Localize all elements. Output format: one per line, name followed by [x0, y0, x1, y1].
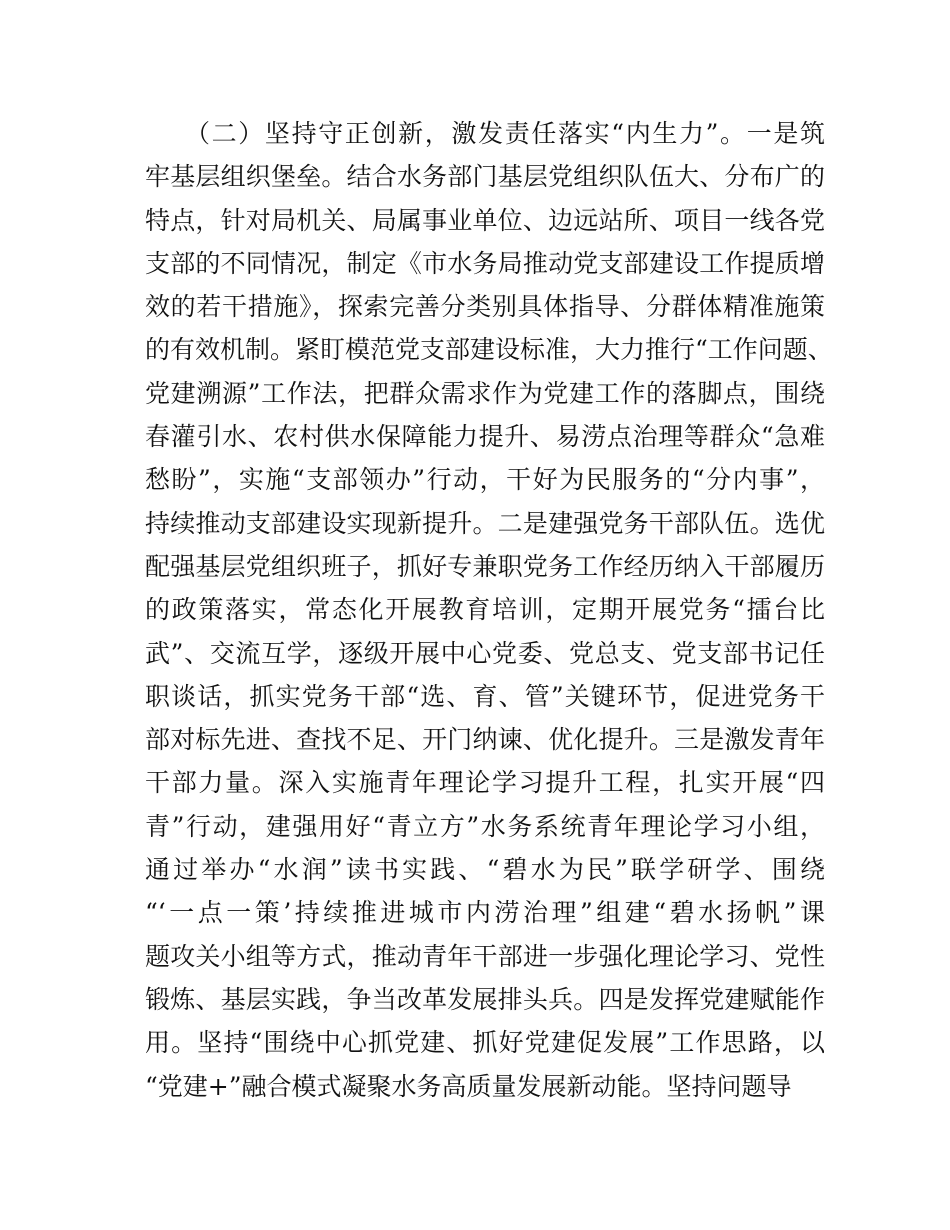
paragraph-line: 党建溯源”工作法，把群众需求作为党建工作的落脚点，围绕	[145, 378, 825, 408]
paragraph-line: 支部的不同情况，制定《市水务局推动党支部建设工作提质增	[145, 248, 825, 278]
paragraph-line: “党建+”融合模式凝聚水务高质量发展新动能。坚持问题导	[145, 1071, 792, 1101]
paragraph-line: 牢基层组织堡垒。结合水务部门基层党组织队伍大、分布广的	[145, 162, 825, 192]
paragraph-line: 通过举办“水润”读书实践、“碧水为民”联学研学、围绕	[145, 855, 825, 885]
paragraph-line: 用。坚持“围绕中心抓党建、抓好党建促发展”工作思路，以	[145, 1028, 825, 1058]
paragraph-line: 配强基层党组织班子，抓好专兼职党务工作经历纳入干部履历	[145, 551, 825, 581]
paragraph-line: 武”、交流互学，逐级开展中心党委、党总支、党支部书记任	[145, 638, 825, 668]
paragraph-line: 效的若干措施》，探索完善分类别具体指导、分群体精准施策	[145, 292, 825, 322]
paragraph-line: “‘一点一策’持续推进城市内涝治理”组建“碧水扬帆”课	[145, 898, 825, 928]
paragraph-line: 部对标先进、查找不足、开门纳谏、优化提升。三是激发青年	[145, 725, 825, 755]
paragraph-line: 的有效机制。紧盯模范党支部建设标准，大力推行“工作问题、	[145, 335, 833, 365]
paragraph-line: （二）坚持守正创新，激发责任落实“内生力”。一是筑	[185, 119, 825, 148]
paragraph-line: 职谈话，抓实党务干部“选、育、管”关键环节，促进党务干	[145, 681, 825, 711]
paragraph-line: 的政策落实，常态化开展教育培训，定期开展党务“擂台比	[145, 595, 825, 625]
paragraph-line: 干部力量。深入实施青年理论学习提升工程，扎实开展“四	[145, 768, 825, 798]
paragraph-line: 愁盼”，实施“支部领办”行动，干好为民服务的“分内事”，	[145, 465, 825, 495]
document-body	[145, 112, 833, 1108]
paragraph-line: 持续推动支部建设实现新提升。二是建强党务干部队伍。选优	[145, 508, 825, 538]
paragraph-line: 锻炼、基层实践，争当改革发展排头兵。四是发挥党建赋能作	[145, 984, 825, 1014]
paragraph-line: 题攻关小组等方式，推动青年干部进一步强化理论学习、党性	[145, 941, 825, 971]
paragraph-line: 青”行动，建强用好“青立方”水务系统青年理论学习小组，	[145, 811, 825, 841]
paragraph-line: 春灌引水、农村供水保障能力提升、易涝点治理等群众“急难	[145, 422, 825, 452]
paragraph-line: 特点，针对局机关、局属事业单位、边远站所、项目一线各党	[145, 205, 825, 235]
